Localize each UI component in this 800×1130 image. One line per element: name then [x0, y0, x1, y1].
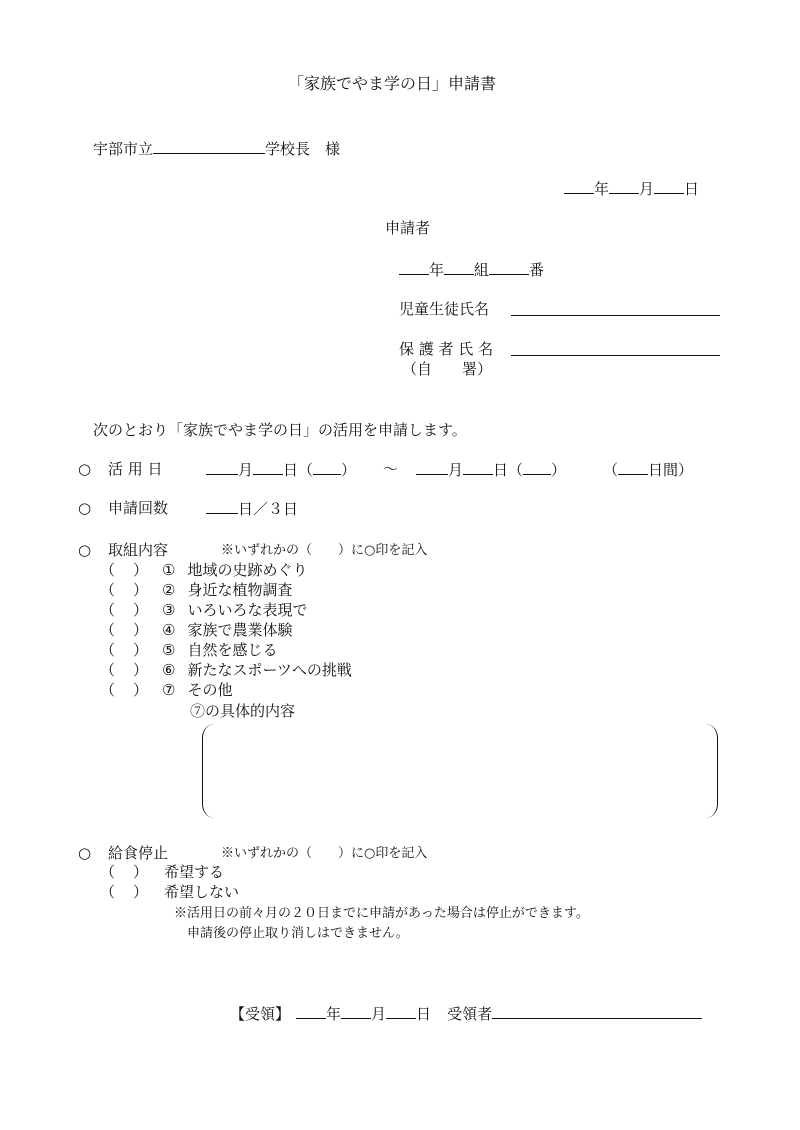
count-field[interactable] [206, 498, 238, 514]
receipt-month-field[interactable] [341, 1003, 371, 1019]
applicant-label: 申請者 [385, 219, 431, 237]
activity-5-text: 自然を感じる [187, 641, 278, 659]
guardian-name-label: 保 護 者 氏 名 [399, 340, 494, 358]
class-field[interactable] [444, 259, 474, 275]
date-month-field[interactable] [609, 178, 639, 194]
to-weekday-open: （ [508, 461, 524, 479]
meal-label: 給食停止 [108, 844, 169, 862]
to-day-field[interactable] [463, 459, 493, 475]
check-paren-close: ） [133, 581, 149, 599]
usage-date-tilde: ～ [383, 460, 399, 478]
activity-4-text: 家族で農業体験 [187, 621, 293, 639]
to-day-label: 日 [493, 461, 509, 479]
check-paren-open: （ [100, 863, 116, 881]
usage-date-from [206, 459, 356, 480]
check-paren-close: ） [133, 863, 149, 881]
class-info [399, 259, 544, 280]
receipt-day-field[interactable] [386, 1003, 416, 1019]
activity-item[interactable] [100, 660, 352, 680]
activities-bullet: ○ [78, 541, 92, 559]
check-paren-open: （ [100, 883, 116, 901]
activity-2-number: ② [162, 581, 176, 599]
to-weekday-close: ） [551, 461, 567, 479]
intro-text: 次のとおり「家族でやま学の日」の活用を申請します。 [93, 421, 467, 439]
check-paren-open: （ [100, 681, 116, 699]
check-paren-close: ） [133, 883, 149, 901]
date-day-field[interactable] [654, 178, 684, 194]
to-month-label: 月 [448, 461, 464, 479]
meal-note-cancel: 申請後の停止取り消しはできません。 [187, 926, 409, 941]
addressee-suffix: 学校長 様 [265, 140, 341, 158]
page-title: 「家族でやま学の日」申請書 [288, 74, 497, 93]
check-paren-close: ） [133, 661, 149, 679]
activity-7-number: ⑦ [162, 681, 176, 699]
from-weekday-close: ） [341, 461, 357, 479]
meal-option[interactable] [100, 882, 239, 902]
guardian-name-field[interactable] [511, 355, 720, 356]
activity-3-text: いろいろな表現で [187, 601, 308, 619]
activities-note: ※いずれかの（ ）に○印を記入 [221, 543, 428, 558]
from-weekday-field[interactable] [313, 459, 341, 475]
activity-5-number: ⑤ [162, 641, 176, 659]
from-month-field[interactable] [206, 459, 238, 475]
guardian-sign-note: （自 署） [402, 360, 493, 378]
student-name-label: 児童生徒氏名 [399, 300, 490, 318]
meal-option[interactable] [100, 862, 224, 882]
meal-note: ※いずれかの（ ）に○印を記入 [221, 846, 428, 861]
count-value [206, 498, 298, 519]
date-day-label: 日 [684, 180, 700, 198]
from-weekday-open: （ [298, 461, 314, 479]
student-name-field[interactable] [511, 315, 720, 316]
check-paren-open: （ [100, 661, 116, 679]
activity-6-text: 新たなスポーツへの挑戦 [187, 661, 352, 679]
check-paren-open: （ [100, 581, 116, 599]
check-paren-open: （ [100, 561, 116, 579]
check-paren-close: ） [133, 641, 149, 659]
activity-1-text: 地域の史跡めぐり [187, 561, 308, 579]
meal-note-deadline: ※活用日の前々月の２０日までに申請があった場合は停止ができます。 [174, 906, 589, 921]
receipt-line [230, 1003, 702, 1024]
activity-2-text: 身近な植物調査 [187, 581, 293, 599]
receipt-year-label: 年 [326, 1005, 342, 1023]
receipt-year-field[interactable] [296, 1003, 326, 1019]
grade-label: 年 [429, 261, 445, 279]
receiver-label: 受領者 [447, 1005, 493, 1023]
activity-item[interactable] [100, 600, 308, 620]
usage-days [603, 459, 693, 480]
usage-days-open: （ [603, 461, 619, 479]
class-label: 組 [474, 261, 490, 279]
meal-no-text: 希望しない [164, 883, 240, 901]
activity-3-number: ③ [162, 601, 176, 619]
date-month-label: 月 [639, 180, 655, 198]
usage-date-to [416, 459, 566, 480]
activity-item[interactable] [100, 680, 233, 700]
activity-item[interactable] [100, 620, 293, 640]
count-bullet: ○ [78, 499, 92, 517]
check-paren-open: （ [100, 601, 116, 619]
usage-days-close: 日間） [648, 461, 694, 479]
receipt-month-label: 月 [371, 1005, 387, 1023]
check-paren-close: ） [133, 621, 149, 639]
activity-6-number: ⑥ [162, 661, 176, 679]
from-day-label: 日 [283, 461, 299, 479]
usage-date-label: 活 用 日 [108, 460, 163, 478]
receipt-label: 【受領】 [230, 1005, 291, 1023]
date-year-label: 年 [594, 180, 610, 198]
detail-textbox[interactable] [202, 724, 718, 818]
to-weekday-field[interactable] [523, 459, 551, 475]
date-year-field[interactable] [564, 178, 594, 194]
count-label: 申請回数 [108, 499, 169, 517]
check-paren-open: （ [100, 621, 116, 639]
school-name-field[interactable] [153, 138, 265, 154]
receipt-day-label: 日 [416, 1005, 432, 1023]
number-label: 番 [529, 261, 545, 279]
addressee-line [93, 138, 340, 159]
detail-label: ⑦の具体的内容 [190, 702, 296, 720]
activity-1-number: ① [162, 561, 176, 579]
check-paren-close: ） [133, 681, 149, 699]
check-paren-close: ） [133, 601, 149, 619]
activity-item[interactable] [100, 560, 308, 580]
check-paren-close: ） [133, 561, 149, 579]
activity-item[interactable] [100, 580, 293, 600]
count-total-label: 日／３日 [238, 500, 299, 518]
from-day-field[interactable] [253, 459, 283, 475]
receiver-field[interactable] [492, 1003, 702, 1019]
number-field[interactable] [489, 259, 529, 275]
grade-field[interactable] [399, 259, 429, 275]
addressee-prefix: 宇部市立 [93, 140, 154, 158]
activity-7-text: その他 [187, 681, 233, 699]
application-date [564, 178, 699, 199]
meal-bullet: ○ [78, 844, 92, 862]
usage-date-bullet: ○ [78, 460, 92, 478]
activities-label: 取組内容 [108, 541, 169, 559]
check-paren-open: （ [100, 641, 116, 659]
activity-4-number: ④ [162, 621, 176, 639]
activity-item[interactable] [100, 640, 278, 660]
to-month-field[interactable] [416, 459, 448, 475]
usage-days-field[interactable] [618, 459, 648, 475]
meal-yes-text: 希望する [164, 863, 225, 881]
from-month-label: 月 [238, 461, 254, 479]
